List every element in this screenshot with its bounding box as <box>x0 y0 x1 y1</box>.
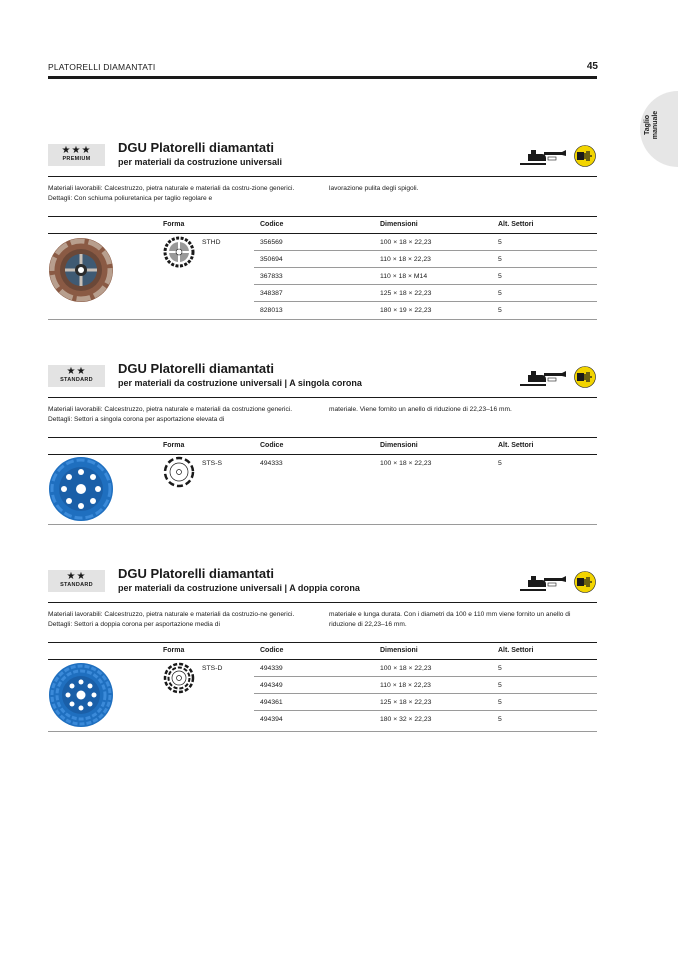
section-title: DGU Platorelli diamantati <box>118 361 275 376</box>
cell-dimensioni: 100 × 18 × 22,23 <box>380 665 432 672</box>
sts-s-disc-image <box>48 456 114 522</box>
section-rule <box>48 602 597 603</box>
section-subtitle: per materiali da costruzione universali <box>118 157 283 167</box>
header-codice: Codice <box>260 647 284 654</box>
section-subtitle: per materiali da costruzione universali | A singola corona <box>118 378 362 388</box>
cell-codice: 494333 <box>260 460 283 467</box>
row-rule <box>254 267 597 268</box>
cell-codice: 356569 <box>260 239 283 246</box>
row-rule <box>254 676 597 677</box>
cell-codice: 494361 <box>260 699 283 706</box>
cell-dimensioni: 110 × 18 × M14 <box>380 273 428 280</box>
row-rule <box>254 284 597 285</box>
description-right: materiale. Viene fornito un anello di riduzione di 22,23–16 mm. <box>329 406 512 413</box>
table-header-rule <box>48 233 597 234</box>
cell-settori: 5 <box>498 699 502 706</box>
cell-settori: 5 <box>498 307 502 314</box>
badge-label: STANDARD <box>60 582 93 588</box>
table-top-rule <box>48 216 597 217</box>
description-right: materiale e lunga durata. Con i diametri da 100 e 110 mm viene fornito un anello di riduzione di 22,23–16 mm. <box>329 611 571 628</box>
cell-dimensioni: 100 × 18 × 22,23 <box>380 460 432 467</box>
badge-stars: ★★★ <box>61 145 92 156</box>
sthd-disc-image <box>48 237 114 303</box>
dust-extraction-icon <box>574 145 596 167</box>
cell-codice: 494394 <box>260 716 283 723</box>
section-title: DGU Platorelli diamantati <box>118 140 275 155</box>
cell-codice: 367833 <box>260 273 283 280</box>
header-forma: Forma <box>163 442 185 449</box>
angle-grinder-icon <box>520 572 568 594</box>
dust-extraction-icon <box>574 571 596 593</box>
header-forma: Forma <box>163 221 185 228</box>
cell-codice: 494339 <box>260 665 283 672</box>
quality-badge <box>48 570 105 592</box>
header-dimensioni: Dimensioni <box>380 442 418 449</box>
header-settori: Alt. Settori <box>498 442 534 449</box>
angle-grinder-icon <box>520 367 568 389</box>
cell-dimensioni: 100 × 18 × 22,23 <box>380 239 432 246</box>
cell-codice: 350694 <box>260 256 283 263</box>
row-rule <box>254 710 597 711</box>
cell-dimensioni: 180 × 32 × 22,23 <box>380 716 432 723</box>
badge-stars: ★★ <box>66 571 87 582</box>
table-top-rule <box>48 642 597 643</box>
forma-code: STHD <box>202 239 221 246</box>
header-dimensioni: Dimensioni <box>380 647 418 654</box>
quality-badge <box>48 144 105 166</box>
table-end-rule <box>48 524 597 525</box>
section-rule <box>48 397 597 398</box>
table-header-rule <box>48 454 597 455</box>
side-tab-label <box>644 109 660 141</box>
dust-extraction-icon <box>574 366 596 388</box>
side-tab-line2: manuale <box>652 110 659 140</box>
cell-codice: 348387 <box>260 290 283 297</box>
description-right: lavorazione pulita degli spigoli. <box>329 185 419 192</box>
forma-code: STS-S <box>202 460 223 467</box>
table-end-rule <box>48 319 597 320</box>
cell-settori: 5 <box>498 273 502 280</box>
cell-settori: 5 <box>498 716 502 723</box>
cell-settori: 5 <box>498 256 502 263</box>
cell-codice: 828013 <box>260 307 283 314</box>
table-end-rule <box>48 731 597 732</box>
table-top-rule <box>48 437 597 438</box>
header-codice: Codice <box>260 442 284 449</box>
badge-stars: ★★ <box>66 366 87 377</box>
cell-dimensioni: 125 × 18 × 22,23 <box>380 290 432 297</box>
cell-dimensioni: 110 × 18 × 22,23 <box>380 256 431 263</box>
description-left: Materiali lavorabili: Calcestruzzo, pietra naturale e materiali da costruzio-ne generici. Dettagli: Settori a doppia corona per asportazione media di <box>48 611 295 628</box>
cell-dimensioni: 110 × 18 × 22,23 <box>380 682 431 689</box>
cell-codice: 494349 <box>260 682 283 689</box>
header-settori: Alt. Settori <box>498 647 534 654</box>
row-rule <box>254 250 597 251</box>
sts-d-shape-icon <box>163 662 195 694</box>
description-left: Materiali lavorabili: Calcestruzzo, pietra naturale e materiali da costruzione generici. Dettagli: Settori a singola corona per asportazione elevata di <box>48 406 293 423</box>
row-rule <box>254 301 597 302</box>
quality-badge <box>48 365 105 387</box>
table-header-rule <box>48 659 597 660</box>
forma-code: STS-D <box>202 665 223 672</box>
cell-dimensioni: 180 × 19 × 22,23 <box>380 307 432 314</box>
cell-settori: 5 <box>498 239 502 246</box>
row-rule <box>254 693 597 694</box>
sts-d-disc-image <box>48 662 114 728</box>
side-tab-line1: Taglio <box>644 114 651 136</box>
cell-settori: 5 <box>498 682 502 689</box>
section-title: DGU Platorelli diamantati <box>118 566 275 581</box>
running-header: PLATORELLI DIAMANTATI <box>48 62 156 72</box>
header-codice: Codice <box>260 221 284 228</box>
cell-settori: 5 <box>498 460 502 467</box>
sthd-shape-icon <box>163 236 195 268</box>
section-rule <box>48 176 597 177</box>
page-number: 45 <box>586 61 598 72</box>
cell-dimensioni: 125 × 18 × 22,23 <box>380 699 432 706</box>
header-rule <box>48 76 597 79</box>
cell-settori: 5 <box>498 290 502 297</box>
badge-label: PREMIUM <box>62 156 91 162</box>
header-dimensioni: Dimensioni <box>380 221 418 228</box>
angle-grinder-icon <box>520 146 568 168</box>
cell-settori: 5 <box>498 665 502 672</box>
sts-s-shape-icon <box>163 456 195 488</box>
header-forma: Forma <box>163 647 185 654</box>
badge-label: STANDARD <box>60 377 93 383</box>
header-settori: Alt. Settori <box>498 221 534 228</box>
description-left: Materiali lavorabili: Calcestruzzo, pietra naturale e materiali da costru-zione generici. Dettagli: Con schiuma poliuretanica per taglio regolare e <box>48 185 295 202</box>
section-subtitle: per materiali da costruzione universali | A doppia corona <box>118 583 360 593</box>
